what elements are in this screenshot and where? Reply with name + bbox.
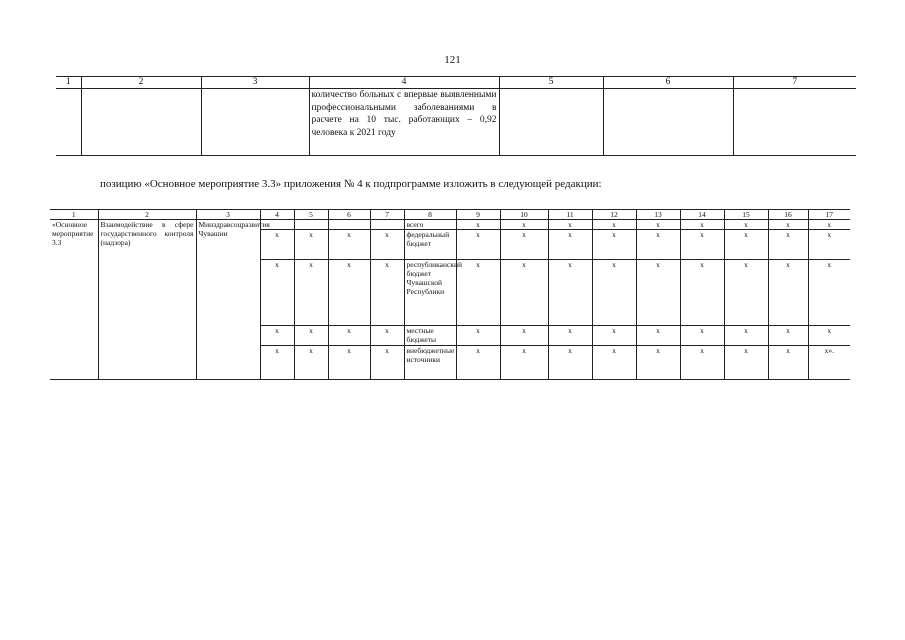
value-cell: x — [500, 346, 548, 380]
value-cell: x — [768, 326, 808, 346]
column-number: 6 — [603, 77, 733, 89]
value-cell: x — [724, 260, 768, 326]
value-cell: x — [768, 230, 808, 260]
column-number: 14 — [680, 210, 724, 220]
value-cell: x — [456, 220, 500, 230]
code-cell: x — [328, 326, 370, 346]
table-cell — [201, 89, 309, 156]
column-number: 6 — [328, 210, 370, 220]
code-cell: x — [294, 326, 328, 346]
event-funding-table — [50, 209, 850, 380]
value-cell: x — [768, 346, 808, 380]
column-number: 7 — [370, 210, 404, 220]
value-cell: x — [548, 260, 592, 326]
code-cell: x — [370, 230, 404, 260]
value-cell: x — [680, 220, 724, 230]
funding-source-cell: внебюджетные источники — [404, 346, 456, 380]
table-cell — [56, 89, 81, 156]
column-number: 4 — [260, 210, 294, 220]
value-cell: x — [500, 230, 548, 260]
code-cell: x — [370, 326, 404, 346]
funding-source-cell: республиканский бюджет Чувашской Республики — [404, 260, 456, 326]
value-cell: x — [456, 260, 500, 326]
value-cell: x». — [808, 346, 850, 380]
code-cell: x — [328, 230, 370, 260]
value-cell: x — [592, 326, 636, 346]
funding-source-cell: местные бюджеты — [404, 326, 456, 346]
code-cell: x — [260, 260, 294, 326]
value-cell: x — [592, 230, 636, 260]
value-cell: x — [456, 326, 500, 346]
value-cell: x — [592, 346, 636, 380]
value-cell: x — [808, 260, 850, 326]
value-cell: x — [636, 220, 680, 230]
code-cell — [294, 220, 328, 230]
table-header-row — [50, 210, 850, 220]
value-cell: x — [724, 326, 768, 346]
funding-source-cell: федеральный бюджет — [404, 230, 456, 260]
value-cell: x — [592, 260, 636, 326]
value-cell: x — [680, 260, 724, 326]
value-cell: x — [724, 230, 768, 260]
value-cell: x — [456, 346, 500, 380]
table-row — [56, 89, 856, 156]
value-cell: x — [548, 220, 592, 230]
table-cell — [733, 89, 856, 156]
value-cell: x — [680, 230, 724, 260]
column-number: 3 — [201, 77, 309, 89]
table-cell — [81, 89, 201, 156]
indicator-table — [56, 76, 856, 156]
column-number: 15 — [724, 210, 768, 220]
value-cell: x — [548, 326, 592, 346]
table-header-row — [56, 77, 856, 89]
value-cell: x — [456, 230, 500, 260]
value-cell: x — [808, 326, 850, 346]
column-number: 7 — [733, 77, 856, 89]
value-cell: x — [500, 326, 548, 346]
code-cell: x — [260, 326, 294, 346]
value-cell: x — [724, 220, 768, 230]
code-cell — [370, 220, 404, 230]
value-cell: x — [808, 230, 850, 260]
column-number: 5 — [294, 210, 328, 220]
event-name-cell: «Основное мероприятие 3.3 — [50, 220, 98, 380]
column-number: 4 — [309, 77, 499, 89]
value-cell: x — [768, 260, 808, 326]
value-cell: x — [680, 326, 724, 346]
code-cell: x — [370, 260, 404, 326]
code-cell: x — [260, 230, 294, 260]
column-number: 11 — [548, 210, 592, 220]
column-number: 9 — [456, 210, 500, 220]
value-cell: x — [636, 326, 680, 346]
value-cell: x — [636, 346, 680, 380]
column-number: 12 — [592, 210, 636, 220]
amendment-paragraph: позицию «Основное мероприятие 3.3» приложения № 4 к подпрограмме изложить в следующей редакции: — [100, 178, 602, 190]
value-cell: x — [636, 260, 680, 326]
value-cell: x — [592, 220, 636, 230]
code-cell — [328, 220, 370, 230]
value-cell: x — [680, 346, 724, 380]
column-number: 2 — [98, 210, 196, 220]
code-cell: x — [294, 346, 328, 380]
column-number: 16 — [768, 210, 808, 220]
value-cell: x — [808, 220, 850, 230]
value-cell: x — [636, 230, 680, 260]
code-cell: x — [370, 346, 404, 380]
code-cell: x — [294, 260, 328, 326]
responsible-executor-cell: Минздравсоцразвития Чувашии — [196, 220, 260, 380]
table-cell — [603, 89, 733, 156]
event-description-cell: Взаимодействие в сфере государственного контроля (надзора) — [98, 220, 196, 380]
funding-source-cell: всего — [404, 220, 456, 230]
code-cell: x — [260, 346, 294, 380]
code-cell: x — [328, 346, 370, 380]
value-cell: x — [500, 260, 548, 326]
column-number: 2 — [81, 77, 201, 89]
code-cell: x — [294, 230, 328, 260]
value-cell: x — [500, 220, 548, 230]
code-cell: x — [328, 260, 370, 326]
column-number: 13 — [636, 210, 680, 220]
column-number: 1 — [56, 77, 81, 89]
value-cell: x — [548, 346, 592, 380]
column-number: 5 — [499, 77, 603, 89]
column-number: 17 — [808, 210, 850, 220]
value-cell: x — [768, 220, 808, 230]
table-row — [50, 220, 850, 230]
value-cell: x — [548, 230, 592, 260]
column-number: 10 — [500, 210, 548, 220]
indicator-text-cell: количество больных с впервые выявленными профессиональными заболеваниями в расчете на 10 тыс. работающих – 0,92 человека к 2021 году — [309, 89, 499, 156]
column-number: 3 — [196, 210, 260, 220]
column-number: 1 — [50, 210, 98, 220]
column-number: 8 — [404, 210, 456, 220]
value-cell: x — [724, 346, 768, 380]
page-number: 121 — [444, 54, 461, 66]
table-cell — [499, 89, 603, 156]
